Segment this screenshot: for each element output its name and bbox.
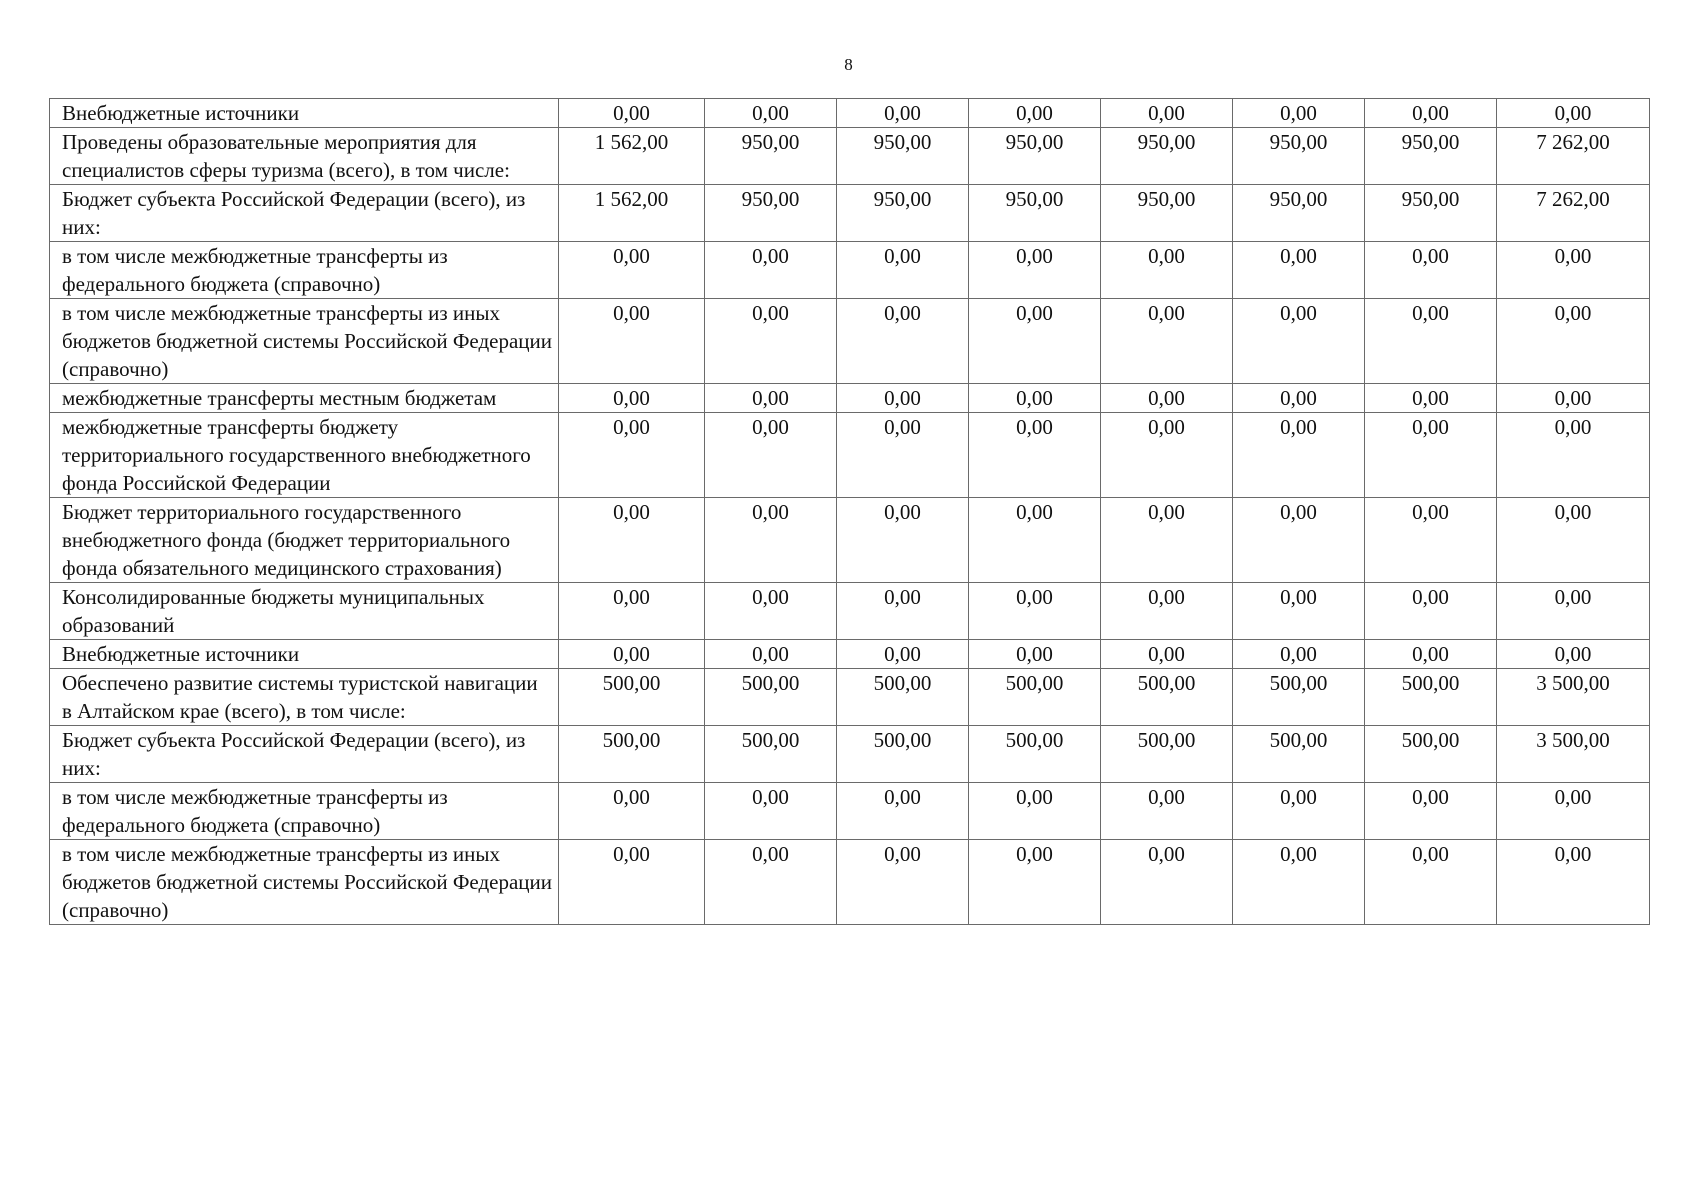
total-value-cell: 7 262,00 bbox=[1497, 128, 1650, 185]
value-cell: 500,00 bbox=[969, 726, 1101, 783]
value-cell: 500,00 bbox=[559, 669, 705, 726]
total-value-cell: 0,00 bbox=[1497, 242, 1650, 299]
value-cell: 0,00 bbox=[969, 384, 1101, 413]
value-cell: 0,00 bbox=[1233, 840, 1365, 925]
value-cell: 0,00 bbox=[1101, 384, 1233, 413]
value-cell: 0,00 bbox=[837, 840, 969, 925]
table-row bbox=[50, 498, 1650, 583]
value-cell: 0,00 bbox=[1365, 583, 1497, 640]
value-cell: 0,00 bbox=[1101, 299, 1233, 384]
value-cell: 0,00 bbox=[1101, 99, 1233, 128]
value-cell: 500,00 bbox=[705, 669, 837, 726]
value-cell: 500,00 bbox=[1233, 726, 1365, 783]
row-label-cell: Консолидированные бюджеты муниципальных образований bbox=[50, 583, 559, 640]
total-value-cell: 0,00 bbox=[1497, 99, 1650, 128]
value-cell: 0,00 bbox=[1233, 384, 1365, 413]
value-cell: 0,00 bbox=[837, 384, 969, 413]
row-label-cell: в том числе межбюджетные трансферты из иных бюджетов бюджетной системы Российской Федерации (справочно) bbox=[50, 299, 559, 384]
value-cell: 500,00 bbox=[1365, 726, 1497, 783]
value-cell: 0,00 bbox=[1101, 242, 1233, 299]
value-cell: 0,00 bbox=[559, 640, 705, 669]
value-cell: 0,00 bbox=[705, 299, 837, 384]
table-row bbox=[50, 99, 1650, 128]
value-cell: 950,00 bbox=[969, 128, 1101, 185]
value-cell: 0,00 bbox=[1101, 783, 1233, 840]
value-cell: 500,00 bbox=[837, 669, 969, 726]
value-cell: 0,00 bbox=[559, 413, 705, 498]
value-cell: 0,00 bbox=[1101, 583, 1233, 640]
row-label-cell: межбюджетные трансферты местным бюджетам bbox=[50, 384, 559, 413]
total-value-cell: 0,00 bbox=[1497, 783, 1650, 840]
value-cell: 950,00 bbox=[837, 185, 969, 242]
value-cell: 0,00 bbox=[705, 384, 837, 413]
value-cell: 0,00 bbox=[1365, 640, 1497, 669]
table-row bbox=[50, 783, 1650, 840]
value-cell: 0,00 bbox=[969, 242, 1101, 299]
value-cell: 0,00 bbox=[1101, 840, 1233, 925]
value-cell: 1 562,00 bbox=[559, 128, 705, 185]
value-cell: 500,00 bbox=[1101, 726, 1233, 783]
value-cell: 0,00 bbox=[1233, 242, 1365, 299]
value-cell: 950,00 bbox=[969, 185, 1101, 242]
table-row bbox=[50, 640, 1650, 669]
table-row bbox=[50, 583, 1650, 640]
value-cell: 500,00 bbox=[705, 726, 837, 783]
total-value-cell: 0,00 bbox=[1497, 384, 1650, 413]
total-value-cell: 3 500,00 bbox=[1497, 669, 1650, 726]
total-value-cell: 0,00 bbox=[1497, 413, 1650, 498]
value-cell: 500,00 bbox=[837, 726, 969, 783]
row-label-cell: Бюджет территориального государственного внебюджетного фонда (бюджет территориального фонда обязательного медицинского страхования) bbox=[50, 498, 559, 583]
value-cell: 0,00 bbox=[837, 413, 969, 498]
value-cell: 0,00 bbox=[705, 583, 837, 640]
table-row bbox=[50, 726, 1650, 783]
row-label-cell: Внебюджетные источники bbox=[50, 640, 559, 669]
row-label-cell: Обеспечено развитие системы туристской навигации в Алтайском крае (всего), в том числе: bbox=[50, 669, 559, 726]
value-cell: 0,00 bbox=[1233, 640, 1365, 669]
value-cell: 0,00 bbox=[837, 99, 969, 128]
value-cell: 0,00 bbox=[559, 384, 705, 413]
total-value-cell: 0,00 bbox=[1497, 498, 1650, 583]
total-value-cell: 3 500,00 bbox=[1497, 726, 1650, 783]
value-cell: 0,00 bbox=[1365, 413, 1497, 498]
value-cell: 0,00 bbox=[1233, 783, 1365, 840]
total-value-cell: 0,00 bbox=[1497, 640, 1650, 669]
value-cell: 0,00 bbox=[559, 840, 705, 925]
total-value-cell: 0,00 bbox=[1497, 840, 1650, 925]
value-cell: 0,00 bbox=[837, 640, 969, 669]
value-cell: 500,00 bbox=[1101, 669, 1233, 726]
value-cell: 0,00 bbox=[1233, 583, 1365, 640]
value-cell: 0,00 bbox=[969, 498, 1101, 583]
value-cell: 950,00 bbox=[1365, 128, 1497, 185]
total-value-cell: 7 262,00 bbox=[1497, 185, 1650, 242]
value-cell: 0,00 bbox=[1233, 413, 1365, 498]
value-cell: 0,00 bbox=[705, 840, 837, 925]
row-label-cell: Проведены образовательные мероприятия для специалистов сферы туризма (всего), в том числе: bbox=[50, 128, 559, 185]
value-cell: 0,00 bbox=[1101, 640, 1233, 669]
value-cell: 0,00 bbox=[837, 299, 969, 384]
value-cell: 500,00 bbox=[1365, 669, 1497, 726]
value-cell: 500,00 bbox=[559, 726, 705, 783]
table-row bbox=[50, 185, 1650, 242]
value-cell: 0,00 bbox=[559, 299, 705, 384]
value-cell: 0,00 bbox=[1365, 498, 1497, 583]
value-cell: 1 562,00 bbox=[559, 185, 705, 242]
value-cell: 950,00 bbox=[705, 185, 837, 242]
row-label-cell: Бюджет субъекта Российской Федерации (всего), из них: bbox=[50, 726, 559, 783]
value-cell: 0,00 bbox=[559, 498, 705, 583]
value-cell: 0,00 bbox=[1365, 384, 1497, 413]
value-cell: 950,00 bbox=[1365, 185, 1497, 242]
value-cell: 500,00 bbox=[969, 669, 1101, 726]
value-cell: 0,00 bbox=[559, 583, 705, 640]
value-cell: 0,00 bbox=[837, 783, 969, 840]
table-row bbox=[50, 242, 1650, 299]
row-label-cell: Внебюджетные источники bbox=[50, 99, 559, 128]
value-cell: 0,00 bbox=[969, 299, 1101, 384]
value-cell: 0,00 bbox=[1101, 413, 1233, 498]
value-cell: 0,00 bbox=[969, 99, 1101, 128]
value-cell: 0,00 bbox=[705, 99, 837, 128]
total-value-cell: 0,00 bbox=[1497, 583, 1650, 640]
value-cell: 0,00 bbox=[837, 498, 969, 583]
value-cell: 0,00 bbox=[1365, 840, 1497, 925]
value-cell: 950,00 bbox=[1233, 185, 1365, 242]
row-label-cell: в том числе межбюджетные трансферты из федерального бюджета (справочно) bbox=[50, 783, 559, 840]
value-cell: 0,00 bbox=[1365, 783, 1497, 840]
value-cell: 0,00 bbox=[969, 413, 1101, 498]
value-cell: 0,00 bbox=[837, 242, 969, 299]
table-row bbox=[50, 413, 1650, 498]
value-cell: 0,00 bbox=[969, 840, 1101, 925]
value-cell: 0,00 bbox=[705, 640, 837, 669]
value-cell: 0,00 bbox=[559, 99, 705, 128]
row-label-cell: в том числе межбюджетные трансферты из иных бюджетов бюджетной системы Российской Федерации (справочно) bbox=[50, 840, 559, 925]
value-cell: 950,00 bbox=[1233, 128, 1365, 185]
table-row bbox=[50, 384, 1650, 413]
value-cell: 0,00 bbox=[559, 783, 705, 840]
value-cell: 0,00 bbox=[1365, 299, 1497, 384]
table-body bbox=[50, 99, 1650, 925]
row-label-cell: Бюджет субъекта Российской Федерации (всего), из них: bbox=[50, 185, 559, 242]
value-cell: 0,00 bbox=[1233, 498, 1365, 583]
value-cell: 0,00 bbox=[705, 498, 837, 583]
value-cell: 0,00 bbox=[969, 583, 1101, 640]
value-cell: 0,00 bbox=[1101, 498, 1233, 583]
table-row bbox=[50, 299, 1650, 384]
value-cell: 950,00 bbox=[1101, 128, 1233, 185]
value-cell: 0,00 bbox=[1233, 299, 1365, 384]
value-cell: 0,00 bbox=[705, 413, 837, 498]
value-cell: 0,00 bbox=[837, 583, 969, 640]
value-cell: 500,00 bbox=[1233, 669, 1365, 726]
total-value-cell: 0,00 bbox=[1497, 299, 1650, 384]
value-cell: 0,00 bbox=[1365, 242, 1497, 299]
row-label-cell: в том числе межбюджетные трансферты из федерального бюджета (справочно) bbox=[50, 242, 559, 299]
value-cell: 0,00 bbox=[559, 242, 705, 299]
value-cell: 0,00 bbox=[1233, 99, 1365, 128]
value-cell: 950,00 bbox=[705, 128, 837, 185]
value-cell: 950,00 bbox=[1101, 185, 1233, 242]
value-cell: 0,00 bbox=[969, 640, 1101, 669]
table-row bbox=[50, 669, 1650, 726]
budget-table bbox=[49, 98, 1650, 925]
value-cell: 0,00 bbox=[1365, 99, 1497, 128]
value-cell: 950,00 bbox=[837, 128, 969, 185]
table-row bbox=[50, 128, 1650, 185]
value-cell: 0,00 bbox=[969, 783, 1101, 840]
page-number: 8 bbox=[844, 55, 853, 74]
value-cell: 0,00 bbox=[705, 242, 837, 299]
value-cell: 0,00 bbox=[705, 783, 837, 840]
row-label-cell: межбюджетные трансферты бюджету территориального государственного внебюджетного фонда Российской Федерации bbox=[50, 413, 559, 498]
table-row bbox=[50, 840, 1650, 925]
